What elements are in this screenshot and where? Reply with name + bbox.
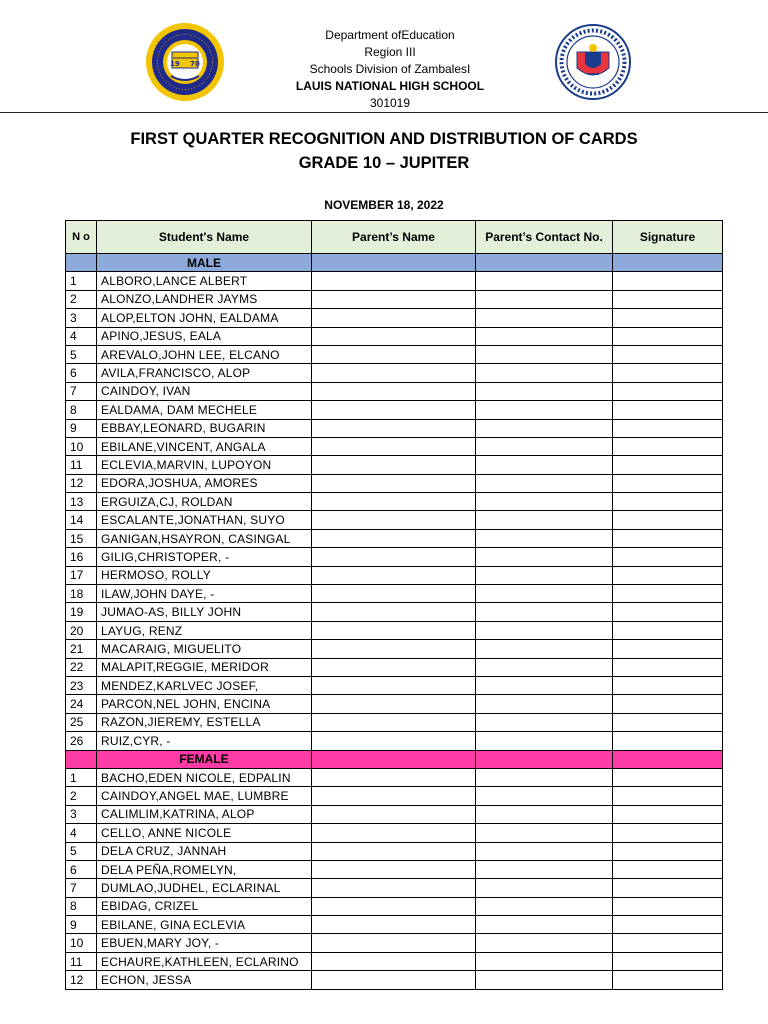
header-divider [0,112,768,113]
parent-name-cell [312,272,476,290]
signature-cell [613,437,723,455]
parent-name-cell [312,382,476,400]
section-label-female: FEMALE [97,750,312,768]
region-line: Region III [364,45,416,59]
table-row [66,916,723,934]
signature-cell [613,382,723,400]
student-name-cell: ECHAURE,KATHLEEN, ECLARINO [97,952,312,970]
school-seal-icon [145,22,225,102]
parent-contact-cell [476,824,613,842]
parent-name-cell [312,437,476,455]
parent-name-cell [312,732,476,750]
row-number: 22 [66,658,97,676]
parent-contact-cell [476,787,613,805]
parent-contact-cell [476,879,613,897]
parent-contact-cell [476,529,613,547]
row-number: 3 [66,309,97,327]
parent-name-cell [312,401,476,419]
table-row [66,897,723,915]
student-name-cell: ECHON, JESSA [97,971,312,989]
row-number: 9 [66,419,97,437]
row-number: 7 [66,879,97,897]
row-number: 9 [66,916,97,934]
row-number: 20 [66,621,97,639]
parent-contact-cell [476,327,613,345]
parent-name-cell [312,695,476,713]
row-number: 19 [66,603,97,621]
student-name-cell: PARCON,NEL JOHN, ENCINA [97,695,312,713]
parent-contact-cell [476,732,613,750]
signature-cell [613,493,723,511]
row-number: 25 [66,713,97,731]
parent-name-cell [312,916,476,934]
row-number: 15 [66,529,97,547]
table-row [66,437,723,455]
document-header [0,0,768,112]
parent-contact-cell [476,658,613,676]
student-name-cell: JUMAO-AS, BILLY JOHN [97,603,312,621]
table-row [66,382,723,400]
parent-name-cell [312,676,476,694]
signature-cell [613,309,723,327]
signature-cell [613,327,723,345]
student-name-cell: AVILA,FRANCISCO, ALOP [97,364,312,382]
student-name-cell: EDORA,JOSHUA, AMORES [97,474,312,492]
signature-cell [613,272,723,290]
parent-name-cell [312,548,476,566]
parent-name-cell [312,842,476,860]
parent-contact-cell [476,511,613,529]
parent-name-cell [312,897,476,915]
column-header-signature: Signature [613,221,723,254]
student-name-cell: RUIZ,CYR, - [97,732,312,750]
parent-contact-cell [476,897,613,915]
student-name-cell: DELA CRUZ, JANNAH [97,842,312,860]
table-row [66,879,723,897]
student-name-cell: EBUEN,MARY JOY, - [97,934,312,952]
title-line-1: FIRST QUARTER RECOGNITION AND DISTRIBUTION OF CARDS [130,130,638,148]
student-name-cell: BACHO,EDEN NICOLE, EDPALIN [97,768,312,786]
row-number: 18 [66,585,97,603]
signature-cell [613,879,723,897]
document-title [0,127,768,175]
table-row [66,824,723,842]
signature-cell [613,474,723,492]
column-header-parent-name: Parent’s Name [312,221,476,254]
student-name-cell: DELA PEÑA,ROMELYN, [97,860,312,878]
student-name-cell: ALOP,ELTON JOHN, EALDAMA [97,309,312,327]
row-number: 5 [66,842,97,860]
parent-contact-cell [476,585,613,603]
table-row [66,860,723,878]
parent-contact-cell [476,860,613,878]
parent-name-cell [312,952,476,970]
parent-name-cell [312,585,476,603]
parent-contact-cell [476,382,613,400]
parent-contact-cell [476,290,613,308]
row-number: 5 [66,345,97,363]
signature-cell [613,456,723,474]
section-label-male: MALE [97,254,312,272]
signature-cell [613,860,723,878]
seal-year-left: 19 [170,60,180,68]
parent-contact-cell [476,566,613,584]
row-number: 21 [66,640,97,658]
section-row-male [66,254,723,272]
table-row [66,842,723,860]
table-row [66,548,723,566]
signature-cell [613,732,723,750]
parent-contact-cell [476,916,613,934]
table-row [66,971,723,989]
row-number: 8 [66,401,97,419]
table-row [66,603,723,621]
signature-cell [613,419,723,437]
table-row [66,676,723,694]
student-name-cell: EBILANE,VINCENT, ANGALA [97,437,312,455]
table-row [66,695,723,713]
parent-contact-cell [476,934,613,952]
signature-cell [613,603,723,621]
parent-contact-cell [476,548,613,566]
table-row [66,456,723,474]
table-row [66,511,723,529]
signature-cell [613,511,723,529]
parent-name-cell [312,934,476,952]
parent-contact-cell [476,603,613,621]
signature-cell [613,842,723,860]
table-row [66,658,723,676]
table-row [66,309,723,327]
student-name-cell: DUMLAO,JUDHEL, ECLARINAL [97,879,312,897]
table-row [66,768,723,786]
parent-name-cell [312,456,476,474]
department-line: Department ofEducation [325,28,455,42]
parent-name-cell [312,860,476,878]
table-row [66,732,723,750]
event-date: NOVEMBER 18, 2022 [324,198,444,212]
parent-contact-cell [476,309,613,327]
parent-contact-cell [476,768,613,786]
parent-name-cell [312,327,476,345]
parent-contact-cell [476,971,613,989]
parent-name-cell [312,787,476,805]
parent-name-cell [312,824,476,842]
table-row [66,787,723,805]
row-number: 7 [66,382,97,400]
row-number: 13 [66,493,97,511]
signature-cell [613,768,723,786]
signature-cell [613,401,723,419]
signature-cell [613,548,723,566]
parent-contact-cell [476,272,613,290]
row-number: 12 [66,474,97,492]
parent-name-cell [312,345,476,363]
parent-contact-cell [476,493,613,511]
parent-name-cell [312,364,476,382]
student-name-cell: CAINDOY,ANGEL MAE, LUMBRE [97,787,312,805]
parent-contact-cell [476,676,613,694]
row-number: 11 [66,952,97,970]
student-name-cell: APINO,JESUS, EALA [97,327,312,345]
row-number: 24 [66,695,97,713]
signature-cell [613,290,723,308]
table-row [66,566,723,584]
parent-name-cell [312,419,476,437]
row-number: 6 [66,860,97,878]
row-number: 23 [66,676,97,694]
row-number: 8 [66,897,97,915]
row-number: 10 [66,934,97,952]
table-row [66,290,723,308]
parent-contact-cell [476,364,613,382]
parent-name-cell [312,511,476,529]
table-row [66,529,723,547]
division-line: Schools Division of ZambalesI [309,62,471,76]
student-name-cell: ALONZO,LANDHER JAYMS [97,290,312,308]
row-number: 2 [66,290,97,308]
signature-cell [613,345,723,363]
signature-cell [613,364,723,382]
student-name-cell: AREVALO,JOHN LEE, ELCANO [97,345,312,363]
parent-name-cell [312,309,476,327]
parent-name-cell [312,621,476,639]
parent-contact-cell [476,621,613,639]
row-number: 1 [66,768,97,786]
parent-contact-cell [476,695,613,713]
table-row [66,327,723,345]
seal-year-right: 70 [190,60,200,68]
row-number: 4 [66,824,97,842]
parent-contact-cell [476,842,613,860]
school-id: 301019 [369,96,411,110]
parent-contact-cell [476,456,613,474]
parent-contact-cell [476,345,613,363]
table-row [66,419,723,437]
table-row [66,364,723,382]
table-row [66,640,723,658]
student-name-cell: CALIMLIM,KATRINA, ALOP [97,805,312,823]
row-number: 17 [66,566,97,584]
signature-cell [613,916,723,934]
student-name-cell: MALAPIT,REGGIE, MERIDOR [97,658,312,676]
row-number: 1 [66,272,97,290]
student-name-cell: EBILANE, GINA ECLEVIA [97,916,312,934]
signature-cell [613,566,723,584]
student-name-cell: EBIDAG, CRIZEL [97,897,312,915]
row-number: 3 [66,805,97,823]
table-row [66,621,723,639]
header-text [250,27,530,112]
parent-name-cell [312,566,476,584]
signature-cell [613,824,723,842]
signature-cell [613,805,723,823]
parent-name-cell [312,971,476,989]
student-name-cell: ILAW,JOHN DAYE, - [97,585,312,603]
parent-name-cell [312,474,476,492]
parent-name-cell [312,879,476,897]
parent-name-cell [312,290,476,308]
student-name-cell: MACARAIG, MIGUELITO [97,640,312,658]
student-name-cell: GANIGAN,HSAYRON, CASINGAL [97,529,312,547]
signature-cell [613,971,723,989]
signature-cell [613,787,723,805]
parent-contact-cell [476,419,613,437]
parent-contact-cell [476,952,613,970]
parent-name-cell [312,658,476,676]
table-row [66,805,723,823]
deped-seal-icon [555,24,631,100]
student-name-cell: CELLO, ANNE NICOLE [97,824,312,842]
student-name-cell: CAINDOY, IVAN [97,382,312,400]
student-name-cell: MENDEZ,KARLVEC JOSEF, [97,676,312,694]
parent-contact-cell [476,401,613,419]
table-header-row [66,221,723,254]
student-name-cell: HERMOSO, ROLLY [97,566,312,584]
parent-name-cell [312,640,476,658]
section-row-female [66,750,723,768]
row-number: 10 [66,437,97,455]
parent-name-cell [312,603,476,621]
table-row [66,345,723,363]
parent-name-cell [312,768,476,786]
parent-contact-cell [476,437,613,455]
signature-cell [613,640,723,658]
table-row [66,713,723,731]
row-number: 14 [66,511,97,529]
row-number: 2 [66,787,97,805]
roster-body [66,254,723,990]
column-header-no: N o [66,221,97,254]
parent-contact-cell [476,474,613,492]
parent-contact-cell [476,805,613,823]
student-name-cell: ESCALANTE,JONATHAN, SUYO [97,511,312,529]
parent-name-cell [312,493,476,511]
signature-cell [613,621,723,639]
table-row [66,934,723,952]
row-number: 6 [66,364,97,382]
column-header-student-name: Student's Name [97,221,312,254]
row-number: 26 [66,732,97,750]
signature-cell [613,585,723,603]
table-row [66,272,723,290]
row-number: 4 [66,327,97,345]
parent-name-cell [312,529,476,547]
student-name-cell: GILIG,CHRISTOPER, - [97,548,312,566]
parent-name-cell [312,805,476,823]
student-name-cell: ERGUIZA,CJ, ROLDAN [97,493,312,511]
student-name-cell: EBBAY,LEONARD, BUGARIN [97,419,312,437]
signature-cell [613,676,723,694]
table-row [66,585,723,603]
student-name-cell: ECLEVIA,MARVIN, LUPOYON [97,456,312,474]
title-line-2: GRADE 10 – JUPITER [298,154,470,172]
student-name-cell: RAZON,JIEREMY, ESTELLA [97,713,312,731]
table-row [66,952,723,970]
table-row [66,493,723,511]
signature-cell [613,529,723,547]
table-row [66,401,723,419]
row-number: 12 [66,971,97,989]
parent-contact-cell [476,640,613,658]
signature-cell [613,658,723,676]
signature-cell [613,695,723,713]
student-roster-table [65,220,723,990]
signature-cell [613,713,723,731]
student-name-cell: LAYUG, RENZ [97,621,312,639]
row-number: 16 [66,548,97,566]
school-name: LAUIS NATIONAL HIGH SCHOOL [295,79,485,93]
student-name-cell: ALBORO,LANCE ALBERT [97,272,312,290]
parent-name-cell [312,713,476,731]
column-header-contact: Parent’s Contact No. [476,221,613,254]
table-row [66,474,723,492]
signature-cell [613,952,723,970]
row-number: 11 [66,456,97,474]
student-name-cell: EALDAMA, DAM MECHELE [97,401,312,419]
signature-cell [613,897,723,915]
signature-cell [613,934,723,952]
parent-contact-cell [476,713,613,731]
